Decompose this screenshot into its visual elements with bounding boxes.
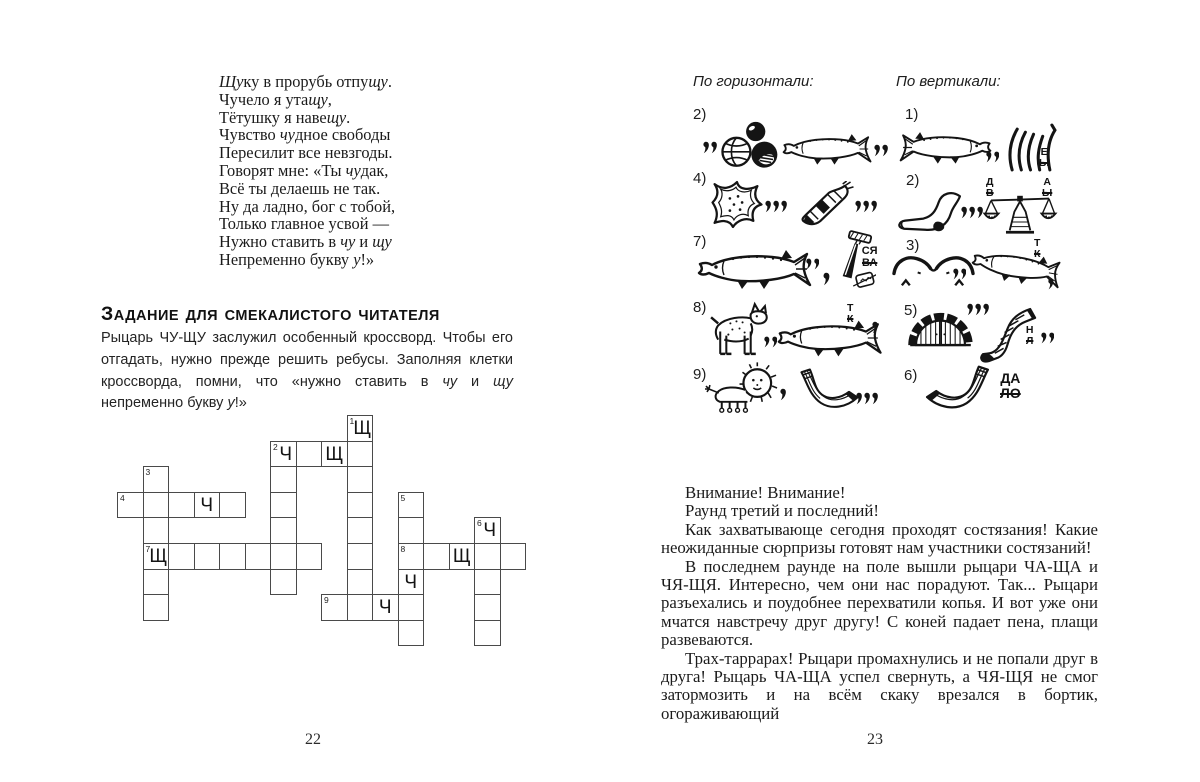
rebus-strip-letter-marks [873,144,889,162]
italic-text: чу [442,373,458,390]
crossword-cell [347,415,374,442]
poem-line [219,233,395,251]
crossword-cell [245,543,272,570]
task-heading: ЗАДАНИЕ ДЛЯ СМЕКАЛИСТОГО ЧИТАТЕЛЯ [101,303,440,325]
crossword-cell [219,492,246,519]
crossword-letter: Щ [325,443,344,465]
text-run: Рыцарь ЧУ-ЩУ заслужил особенный кроссворд. Чтобы его отгадать, нужно прежде решить ребусы. Заполняя клетки кроссворда, помни, что «нужно ставить в [101,330,513,390]
intro-paragraph [101,328,513,415]
crossword-cell [117,492,144,519]
crossword-cell [143,466,170,493]
crossword-cell [168,492,195,519]
crossword-cell [347,594,374,621]
crossword-cell [347,569,374,596]
page-number-left: 22 [305,731,321,748]
comma-mark-icon [966,303,973,316]
crossword-cell [347,441,374,468]
substitution-new-letters: Т [1034,237,1041,249]
text-run: Пересилит все невзгоды. [219,143,393,163]
substitution-new-letters: ДА [1000,370,1021,386]
crossword-cell [398,492,425,519]
rebus-item-number: 2) [906,172,920,189]
substitution-new-letters: Н [1025,324,1034,336]
rebus-strip-letter-marks [805,257,820,275]
comma-mark-icon [763,336,770,348]
rebus-strip-letter-marks [764,200,789,218]
italic-text: щу [368,72,388,91]
crossword-cell [347,466,374,493]
comma-mark-icon [993,151,1000,163]
italic-text: у [353,249,361,269]
rebus-item-number: 5) [904,302,918,319]
crossword-cell [423,543,450,570]
crossword-cell [398,543,425,570]
rebus-item-number: 2) [693,106,707,123]
comma-mark-icon [952,268,959,280]
rebus-icon-leg [893,188,966,235]
comma-mark-icon [855,392,862,405]
crossword-cell [143,543,170,570]
rebus-icon-wavy-scarf [794,367,863,413]
crossword-clue-number: 2 [273,441,278,452]
text-run: . [387,72,392,91]
comma-mark-icon [1047,278,1054,290]
crossword-cell [474,620,501,647]
rebus-strip-letter-marks [1047,277,1055,295]
text-run: !» [234,395,247,412]
rebus-letter-substitution [1040,177,1054,200]
crossword-letter: Щ [353,418,372,439]
crossword-cell [347,492,374,519]
text-run: Чувство [219,125,280,145]
comma-mark-icon [862,200,869,213]
rebus-strip-letter-marks [854,200,879,218]
text-run: !» [360,249,375,269]
crossword-letter: Ч [483,520,497,542]
crossword-cell [270,492,297,519]
italic-text: Щу [219,72,244,91]
crossword-cell [347,543,374,570]
text-run: дное свободы [294,125,391,145]
crossword-letter: Щ [452,546,471,567]
crossword-letter: Ч [200,494,214,516]
rebus-icon-arch-gate [907,305,974,348]
crossword-cell [398,594,425,621]
poem-line [219,215,395,233]
rebus-letter-substitution [1032,238,1042,261]
rebus-icon-shawl [706,177,766,230]
crossword-cell [449,543,476,570]
rebus-strip-letter-marks [952,267,967,285]
comma-mark-icon [779,388,786,401]
poem-line [219,144,395,162]
rebus-item-number: 9) [693,366,707,383]
text-run: Всё ты делаешь не так. [219,178,381,198]
crossword-cell [321,594,348,621]
text-run: . [346,107,351,127]
substitution-crossed-letters: Ы [1042,187,1053,200]
rebus-across-label: По горизонтали: [693,73,814,90]
italic-text: чу [340,232,356,252]
poem-line [219,251,395,269]
rebus-strip-letter-marks [855,392,880,410]
comma-mark-icon [870,200,877,213]
comma-mark-icon [780,200,787,213]
rebus-icon-pike-fish [697,244,817,294]
comma-mark-icon [854,200,861,213]
rebus-icon-scarf [797,181,859,230]
comma-mark-icon [871,321,878,334]
comma-mark-icon [702,141,709,154]
rebus-letter-substitution [860,246,879,270]
story-text [661,484,1098,723]
comma-mark-icon [871,392,878,405]
rebus-item-number: 3) [906,237,920,254]
italic-text: щу [493,373,513,390]
crossword-cell [296,441,323,468]
rebus-strip-letter-marks [1040,331,1055,349]
crossword-cell [500,543,527,570]
poem-line [219,198,395,216]
rebus-down-label: По вертикали: [896,73,1001,90]
text-run: и [355,232,373,252]
crossword-cell [270,441,297,468]
comma-mark-icon [764,200,771,213]
crossword-cell [474,594,501,621]
rebus-item-number: 7) [693,233,707,250]
poem-line [219,73,395,91]
crossword-letter: Ч [378,597,392,619]
substitution-new-letters: Е [1040,146,1048,158]
rebus-item-number: 6) [904,367,918,384]
italic-text: щу [372,232,392,252]
crossword-letter: Ч [404,571,418,593]
crossword-clue-number: 9 [324,595,329,606]
text-run: Говорят мне: «Ты [219,160,346,180]
poem-line [219,126,395,144]
crossword-cell [296,543,323,570]
text-run: Нужно ставить в [219,232,341,252]
comma-mark-icon [805,258,812,270]
crossword-cell [398,517,425,544]
crossword-cell [474,517,501,544]
crossword-cell [270,466,297,493]
rebus-strip-letter-marks [779,388,787,406]
poem-line [219,162,395,180]
comma-mark-icon [1040,332,1047,344]
text-run: ку в прорубь отпу [243,72,369,91]
rebus-item-number: 8) [693,299,707,316]
comma-mark-icon [881,144,888,157]
text-run: Чучело я ута [219,89,309,109]
rebus-letter-substitution [1037,147,1051,170]
rebus-item-number: 4) [693,170,707,187]
substitution-crossed-letters: ВА [862,256,878,269]
text-run: Только главное усвой — [219,214,390,234]
comma-mark-icon [863,392,870,405]
text-run: Непременно букву [219,249,354,269]
crossword-cell [474,569,501,596]
rebus-strip-letter-marks [985,150,1000,168]
text-run: непременно букву [101,395,228,412]
crossword-cell [194,492,221,519]
comma-mark-icon [960,206,967,219]
crossword-cell [347,517,374,544]
crossword-cell [219,543,246,570]
crossword-clue-number: 3 [145,467,151,478]
comma-mark-icon [772,200,779,213]
poem [219,73,395,269]
crossword-letter: Ч [279,443,293,465]
rebus-icon-lynx [706,301,769,360]
italic-text: щу [326,107,347,127]
story-paragraph: Трах-таррарах! Рыцари промахнулись и не попали друг в друга! Рыцарь ЧА-ЩА успел свернуть, а ЧЯ-ЩЯ не смог затормозить и на всём скаку врезался в бортик, огораживающий [661,648,1098,723]
crossword-clue-number: 4 [120,492,125,503]
story-paragraph: Внимание! Внимание! [685,483,846,502]
text-run: и [457,373,494,390]
rebus-icon-balls [716,120,780,172]
crossword-clue-number: 1 [349,416,355,426]
rebus-icon-wavy-scarf [921,365,996,413]
crossword-cell [143,594,170,621]
comma-mark-icon [985,151,992,163]
italic-text: щу [308,89,328,109]
rebus-icon-pike-fish [782,126,876,172]
crossword-cell [143,517,170,544]
text-run: Ну да ладно, бог с тобой, [219,196,396,216]
story-paragraph: Как захватывающе сегодня проходят состязания! Какие неожиданные сюрпризы готовят нам участники состязаний! [661,519,1098,558]
rebus-letter-substitution [984,177,996,200]
text-run: , [327,89,332,109]
comma-mark-icon [813,258,820,270]
substitution-crossed-letters: Ы [1039,157,1050,170]
rebus-letter-substitution [1024,325,1035,348]
crossword-clue-number: 7 [145,544,151,554]
crossword-cell [194,543,221,570]
page-number-right: 23 [867,731,883,748]
crossword-cell [474,543,501,570]
crossword-cell [143,492,170,519]
italic-text: у [227,395,235,412]
crossword-clue-number: 8 [400,544,406,554]
comma-mark-icon [968,206,975,219]
poem-line [219,91,395,109]
comma-mark-icon [822,272,830,286]
substitution-crossed-letters: К [847,313,854,326]
crossword-cell [168,543,195,570]
crossword-cell [321,441,348,468]
rebus-item-number: 1) [905,106,919,123]
crossword-cell [372,594,399,621]
crossword-cell [270,569,297,596]
italic-text: чу [345,160,361,180]
substitution-crossed-letters: К [1034,248,1041,261]
comma-mark-icon [873,144,880,157]
crossword-clue-number: 5 [400,492,406,503]
story-paragraph: В последнем раунде на поле вышли рыцари ЧА-ЩА и ЧЯ-ЩЯ. Интересно, чем они нас порадуют. Так... Рыцари разъехались и поудобнее перехватили копья. И вот уже они мчатся навстречу друг другу! С коней падает пена, плащи развеваются. [661,556,1098,650]
rebus-icon-pike-fish [895,124,992,171]
crossword-cell [143,569,170,596]
poem-line [219,180,395,198]
substitution-new-letters: СЯ [861,245,878,257]
substitution-new-letters: А [1043,176,1051,188]
rebus-strip-letter-marks [822,272,831,291]
crossword-clue-number: 6 [477,518,482,529]
comma-mark-icon [960,268,967,280]
text-run: Тётушку я наве [219,107,327,127]
crossword-cell [270,543,297,570]
crossword-cell [398,620,425,647]
story-paragraph: Раунд третий и последний! [685,501,879,521]
rebus-icon-lion [704,362,779,414]
crossword-cell [270,517,297,544]
poem-line [219,109,395,127]
text-run: дак, [360,160,389,180]
rebus-letter-substitution [845,303,855,326]
substitution-crossed-letters: ЛО [1000,385,1021,402]
substitution-crossed-letters: Л [1026,335,1034,348]
substitution-new-letters: Д [986,176,994,188]
crossword-letter: Щ [149,546,168,567]
comma-mark-icon [1048,332,1055,344]
crossword-cell [398,569,425,596]
substitution-crossed-letters: В [986,187,994,200]
substitution-new-letters: Т [847,302,854,314]
rebus-strip-letter-marks [871,321,879,339]
italic-text: чу [279,125,295,145]
rebus-letter-substitution [998,371,1023,401]
